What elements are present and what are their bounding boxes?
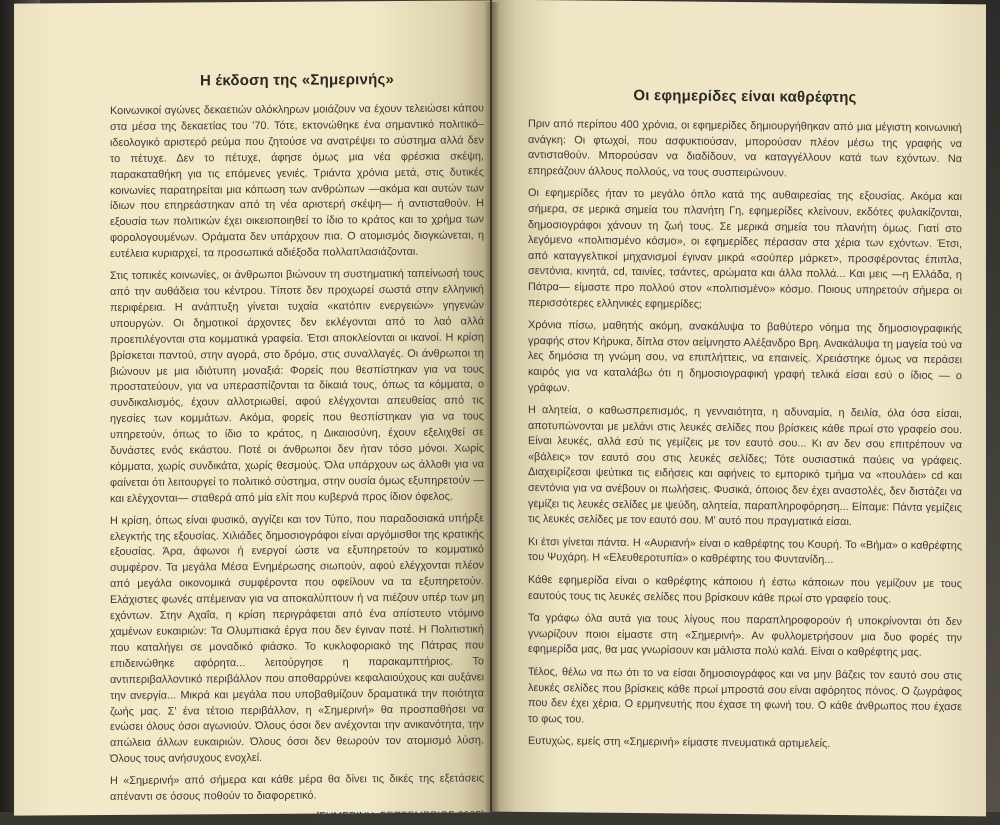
left-paragraph: Η κρίση, όπως είναι φυσικό, αγγίζει και τον Τύπο, που παραδοσιακά υπήρξε ελεγκτής της εξουσίας. Χιλιάδες δημοσιογράφοι είναι αργόμισθοι της κρατικής εξουσίας. Άρα, άφωνοι ή ενεργοί ώστε να εξυπηρετούν το κομματικό συμφέρον. Τα μεγάλα Μέσα Ενημέρωσης σιωπούν, αφού ελέγχονται πλέον από μεγάλα οικονομικά συμφέροντα που οφείλουν να τα εξυπηρετούν. Ελάχιστες φωνές απέμειναν για να αποκαλύπτουν ή να πιέζουν υπέρ των μη εχόντων. Στην Αχαΐα, η κρίση περιγράφεται από ένα απίστευτο ντόμινο χαμένων ευκαιριών: Τα Ολυμπιακά έργα που δεν έγιναν ποτέ. Η Πολιτιστική που καταλήγει σε μοναδικό φιάσκο. Το κυκλοφοριακό της Πάτρας που επιδεινώθηκε αφόρητα... λειτούργησε η παρακαμπτήριος. Το αντιπεριβαλλοντικό περιβάλλον που αποθαρρύνει κεφαλαιούχους και αυξάνει την ανεργία... Μικρά και μεγάλα που υποβαθμίζουν δραματικά την ποιότητα ζωής μας. Σ' ένα τέτοιο περιβάλλον, η «Σημερινή» θα προσπαθήσει να ενώσει όλους όσοι αγωνιούν. Όλους όσοι δεν ανέχονται την ανικανότητα, την απώλεια άλλων ευκαιριών. Όλους όσοι δεν θεωρούν τον ατομισμό λύση. Όλους τους ανήσυχους ενοχλεί. (110, 512, 484, 766)
right-paragraph: Κι έτσι γίνεται πάντα. Η «Αυριανή» είναι ο καθρέφτης του Κουρή. Το «Βήμα» ο καθρέφτης του Ψυχάρη. Η «Ελευθεροτυπία» ο καθρέφτης του Φυντανίδη... (528, 535, 962, 567)
right-paragraph: Η αλητεία, ο καθωσπρεπισμός, η γενναιότητα, η αδυναμία, η δειλία, όλα όσα είσαι, αποτυπώνονται με μελάνι στις λευκές σελίδες που βρίσκεις κάθε πρωί στο γραφείο σου. Είναι λευκές, αλλά εσύ τις γεμίζεις με τον εαυτό σου... Κι αν δεν σου επιτρέπουν να «βάλεις» τον εαυτό σου στις λευκές σελίδες; Τότε ουσιαστικά παύεις να γράφεις. Διαχειρίζεσαι ψεύτικα τις ειδήσεις και αφήνεις το εμπορικό τμήμα να «πουλάει» cd και σεντόνια για να ανέβουν οι πωλήσεις. Φυσικά, όποιος δεν έχει αναστολές, δεν διστάζει να γεμίζει τις λευκές σελίδες με ψεύδη, αλητεία, παραπληροφόρηση... Είπαμε: Πάντα γεμίζεις τις λευκές σελίδες με τον εαυτό σου. Μ' αυτό που πραγματικά είσαι. (528, 404, 962, 529)
right-paragraph: Τα γράφω όλα αυτά για τους λίγους που παραπληροφορούν ή υποκρίνονται ότι δεν γνωρίζουν ποιοι είμαστε στη «Σημερινή». Αν φυλλομετρήσουν μια δυο φορές την εφημερίδα μας, θα μας γνωρίσουν και μάλιστα πολύ καλά. Είναι ο καθρέφτης μας. (528, 612, 962, 660)
right-paragraph: Τέλος, θέλω να πω ότι το να είσαι δημοσιογράφος και να μην βάζεις τον εαυτό σου στις λευκές σελίδες που βρίσκεις κάθε πρωί μπροστά σου είναι αφόρητος πόνος. Ο ζωγράφος που δεν έχει χέρια. Ο ερμηνευτής που έχασε τη φωνή του. Ο κάθε άνθρωπος που έχασε το φως του. (528, 665, 962, 726)
book-gutter (484, 2, 500, 814)
right-paragraph: Χρόνια πίσω, μαθητής ακόμη, ανακάλυψα το βαθύτερο νόημα της δημοσιογραφικής γραφής στον Κήρυκα, δίπλα στον αείμνηστο Αλέξανδρο Βρη. Ανακάλυψα τη μαγεία τού να λες δημόσια τη γνώμη σου, να επιπλήττεις, να επαινείς. Χρειάστηκε όμως να περάσει καιρός για να καταλάβω ότι η δημοσιογραφική γραφή τελικά είσαι εσύ ο ίδιος — ο γράφων. (528, 319, 962, 394)
left-paragraph: Κοινωνικοί αγώνες δεκαετιών ολόκληρων μοιάζουν να έχουν τελειώσει κάπου στα μέσα της δεκαετίας του '70. Τότε, εκτονώθηκε ένα σημαντικό πολιτικό–ιδεολογικό αριστερό ρεύμα που ζητούσε να ανατρέψει το σύστημα αλλά δεν το πέτυχε. Δεν το πέτυχε, άφησε όμως μια νέα φρέσκια σκέψη, παρακαταθήκη για τις επόμενες γενιές. Τριάντα χρόνια μετά, στις δυτικές κοινωνίες παρατηρείται μια κόπωση των ανθρώπων —ακόμα και αυτών των ίδιων που επηρεάστηκαν από τη νέα αριστερή σκέψη— ή αντισταθούν. Η εξουσία των πολιτικών έχει οικειοποιηθεί το ίδιο το κράτος και το χρήμα των φορολογουμένων. Οράματα δεν υπάρχουν πια. Ο ατομισμός διογκώνεται, η ευτέλεια κυριαρχεί, τα προσωπικά αδιέξοδα πολλαπλασιάζονται. (110, 102, 484, 261)
right-paragraph: Ευτυχώς, εμείς στη «Σημερινή» είμαστε πνευματικά αρτιμελείς. (528, 735, 831, 751)
left-page-title: Η έκδοση της «Σημερινής» (199, 71, 394, 90)
open-book (14, 2, 986, 823)
left-paragraph: Η «Σημερινή» από σήμερα και κάθε μέρα θα δίνει τις δικές της εξετάσεις απέναντι σε όσους ποθούν το διαφορετικό. (110, 772, 484, 804)
left-page-footer: [ΣΗΜΕΡΙΝΗ, ΣΕΠΤΕΜΒΡΙΟΣ 2005] (316, 809, 484, 823)
right-paragraph: Οι εφημερίδες ήταν το μεγάλο όπλο κατά της αυθαιρεσίας της εξουσίας. Ακόμα και σήμερα, σε μερικά σημεία του πλανήτη Γη, εφημερίδες κλείνουν, εκδότες φυλακίζονται, δημοσιογράφοι χάνουν τη ζωή τους. Σε μερικά σημεία του πλανήτη όμως. Γιατί στο λεγόμενο «πολιτισμένο κόσμο», οι εφημερίδες πέρασαν στα χέρια των εχόντων. Έτσι, από καταγγελτικοί μηχανισμοί έγιναν μικρά «σούπερ μάρκετ», προσφέροντας έπιπλα, σεντόνια, κινητά, cd, ταινίες, τσάντες, αρώματα και άλλα πολλά... Και μεις —η Ελλάδα, η Πάτρα— είμαστε προ πολλού στον «πολιτισμένο» κόσμο. Ποιους υπηρετούν σήμερα οι περισσότερες ελληνικές εφημερίδες; (528, 187, 962, 311)
right-paragraph: Πριν από περίπου 400 χρόνια, οι εφημερίδες δημιουργήθηκαν από μια μέγιστη κοινωνική ανάγκη: Οι φτωχοί, που ασφυκτιούσαν, μπορούσαν πλέον μέσω της γραφής να αντισταθούν. Μπορούσαν να διαδίδουν, να καταγγέλλουν κατά των εχόντων. Να επηρεάζουν άλλους πολλούς, να τους συσπειρώνουν. (528, 117, 962, 180)
right-page (492, 0, 986, 816)
left-page (14, 0, 490, 823)
left-paragraph: Στις τοπικές κοινωνίες, οι άνθρωποι βιώνουν τη συστηματική ταπείνωσή τους από την αυθάδεια του κέντρου. Τίποτε δεν προχωρεί σωστά στην ελληνική περιφέρεια. Η ανάπτυξη γίνεται τυχαία «κατόπιν ενεργειών» γηγενών υπουργών. Οι δημοτικοί άρχοντες δεν εκλέγονται από το λαό αλλά προεπιλέγονται στα κομματικά γραφεία. Έτσι αποκλείονται οι ικανοί. Η κρίση βρίσκεται παντού, στην αγορά, στο δρόμο, στις συναλλαγές. Οι άνθρωποι τη βιώνουν με μια ιδιότυπη μοναξιά: Φορείς που θεσπίστηκαν για να τους προστατεύουν, για να υπερασπίζονται τα δίκαιά τους, όπως τα κόμματα, ο συνδικαλισμός, έχουν αλλοτριωθεί, αφού ελέγχονται απευθείας από τις ηγεσίες των κομμάτων. Ακόμα, φορείς που θεσπίστηκαν για να τους υπηρετούν, όπως το ίδιο το κράτος, η Δικαιοσύνη, έχουν εξελιχθεί σε δυνάστες ενός εκάστου. Ποτέ οι άνθρωποι δεν ήταν τόσο μόνοι. Χωρίς κόμματα, χωρίς συνδικάτα, χωρίς θεσμούς. Όλα υπάρχουν ως άλλοθι για να φαίνεται ότι λειτουργεί το πολιτικό σύστημα, στην ουσία όμως εξυπηρετούν —και ελέγχονται— σταθερά από μία ελίτ που κυβερνά προς ίδιον όφελος. (110, 267, 484, 505)
right-page-title: Οι εφημερίδες είναι καθρέφτης (633, 86, 857, 107)
right-paragraph: Κάθε εφημερίδα είναι ο καθρέφτης κάποιου ή έστω κάποιων που γεμίζουν με τους εαυτούς τους τις λευκές σελίδες που βρίσκουν κάθε πρωί στο γραφείο τους. (528, 574, 962, 606)
